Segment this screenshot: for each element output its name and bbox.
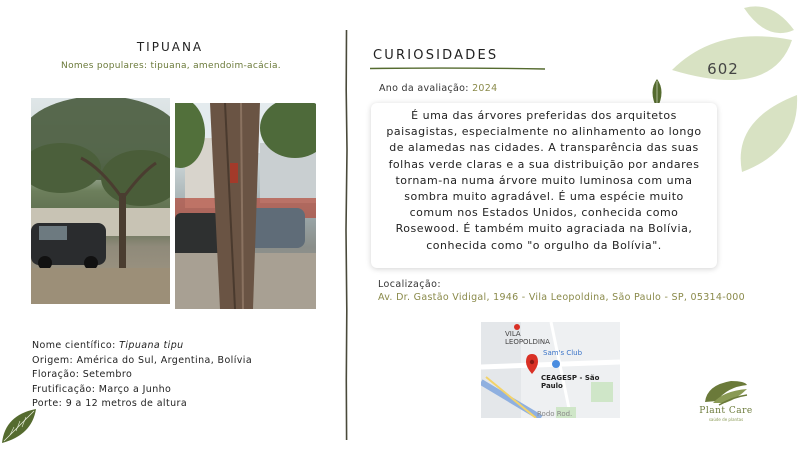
- leaf-decoration-icon: [0, 405, 40, 445]
- size-row: Porte: 9 a 12 metros de altura: [32, 398, 188, 410]
- tree-number-badge: 602: [707, 60, 739, 78]
- tree-photo-street: [31, 98, 170, 304]
- evaluation-year: [379, 83, 497, 94]
- scientific-name-label: Nome científico:: [32, 340, 120, 351]
- location-label: Localização:: [378, 279, 441, 290]
- flowering-row: Floração: Setembro: [32, 369, 133, 381]
- scientific-name-value: Tipuana tipu: [119, 340, 184, 351]
- evaluation-year-label: Ano da avaliação:: [379, 83, 473, 94]
- tree-photo-trunk: [175, 103, 316, 309]
- leaf-cluster-decoration: [672, 0, 800, 175]
- tree-details: [32, 339, 252, 412]
- curiosities-title: CURIOSIDADES: [373, 48, 499, 63]
- origin-row: Origem: América do Sul, Argentina, Bolívia: [32, 354, 253, 366]
- location-map[interactable]: [481, 322, 620, 418]
- popular-names: Nomes populares: tipuana, amendoim-acácia.: [61, 61, 281, 71]
- tree-title: TIPUANA: [136, 40, 204, 54]
- location-address: Av. Dr. Gastão Vidigal, 1946 - Vila Leopoldina, São Paulo - SP, 05314-000: [378, 292, 745, 303]
- curiosities-text: É uma das árvores preferidas dos arquitetos paisagistas, especialmente no alinhamento ao longo de alamedas nas cidades. A transparência das suas folhas verde claras e a sua distribuição por andares tornam-na numa árvore muito luminosa com uma sombra muito agradável. É uma espécie muito comum nos Estados Unidos, conhecida como Rosewood. É também muito agraciada na Bolívia, conhecida como "o orgulho da Bolívia".: [371, 103, 717, 268]
- vertical-divider: [345, 30, 348, 440]
- logo-name: Plant Care: [699, 406, 753, 416]
- logo-tagline: saúde de plantas: [708, 417, 744, 422]
- map-label-district: VILA LEOPOLDINA: [505, 330, 550, 346]
- title-underline: [370, 67, 545, 70]
- fruiting-row: Frutificação: Março a Junho: [32, 383, 172, 395]
- map-label-store: Sam's Club: [543, 349, 583, 357]
- evaluation-year-value: 2024: [472, 83, 498, 94]
- map-label-place: CEAGESP - São Paulo: [541, 374, 600, 390]
- scientific-name-row: [32, 339, 252, 354]
- map-label-road: Rodo Rod.: [537, 410, 573, 418]
